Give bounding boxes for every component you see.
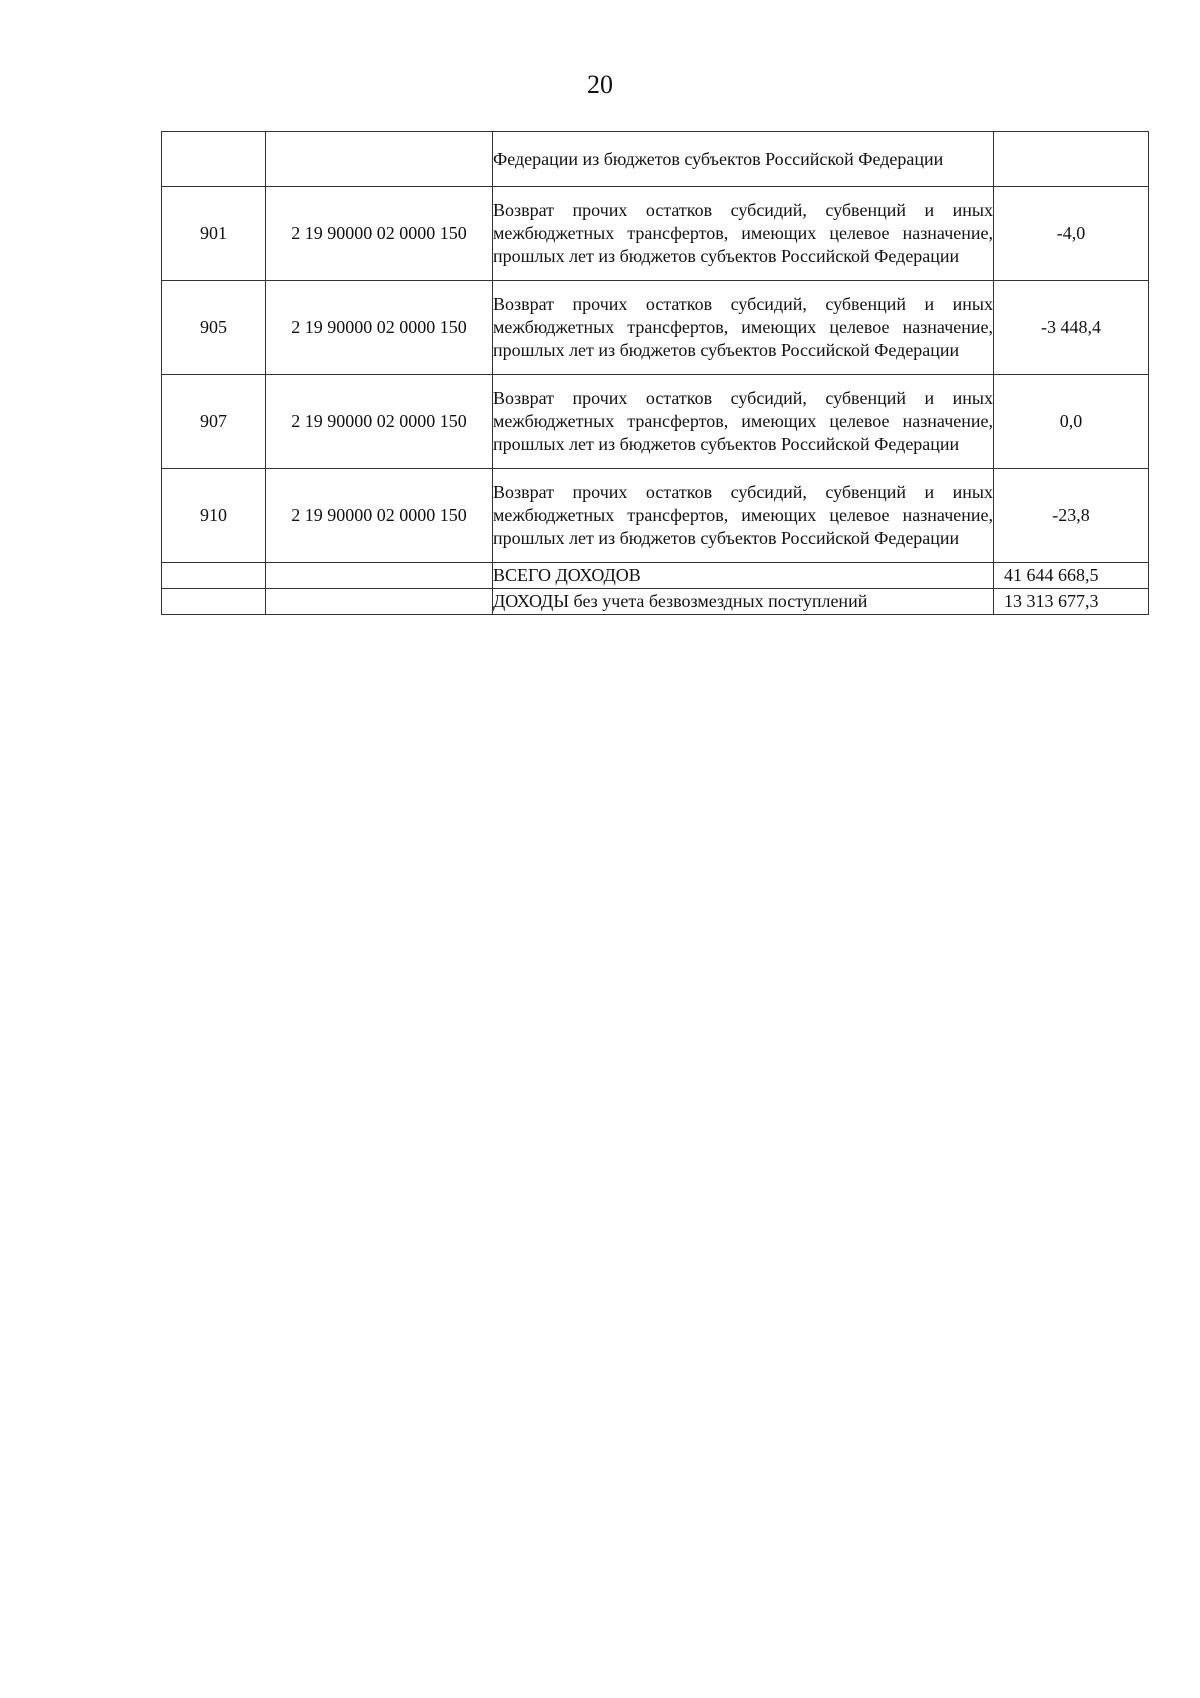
- admin-code-cell: 910: [162, 469, 266, 563]
- budget-code-cell: 2 19 90000 02 0000 150: [266, 281, 493, 375]
- total-label-cell: ДОХОДЫ без учета безвозмездных поступлений: [493, 589, 994, 615]
- amount-cell: -4,0: [994, 187, 1149, 281]
- table-row: [162, 281, 1149, 375]
- empty-cell: [266, 589, 493, 615]
- budget-code-cell: 2 19 90000 02 0000 150: [266, 469, 493, 563]
- page-number: 20: [587, 70, 613, 99]
- table-row-continuation: [162, 132, 1149, 187]
- amount-cell: [994, 132, 1149, 187]
- income-name-cell: Возврат прочих остатков субсидий, субвенций и иных межбюджетных трансфертов, имеющих целевое назначение, прошлых лет из бюджетов субъектов Российской Федерации: [493, 281, 994, 375]
- total-row-all-income: [162, 563, 1149, 589]
- amount-cell: -3 448,4: [994, 281, 1149, 375]
- total-amount-cell: 13 313 677,3: [994, 589, 1149, 615]
- admin-code-cell: 907: [162, 375, 266, 469]
- budget-code-cell: 2 19 90000 02 0000 150: [266, 187, 493, 281]
- amount-cell: -23,8: [994, 469, 1149, 563]
- income-name-cell: Возврат прочих остатков субсидий, субвенций и иных межбюджетных трансфертов, имеющих целевое назначение, прошлых лет из бюджетов субъектов Российской Федерации: [493, 187, 994, 281]
- admin-code-cell: [162, 132, 266, 187]
- revenue-table: [161, 131, 1149, 615]
- empty-cell: [162, 589, 266, 615]
- budget-code-cell: [266, 132, 493, 187]
- admin-code-cell: 901: [162, 187, 266, 281]
- admin-code-cell: 905: [162, 281, 266, 375]
- total-amount-cell: 41 644 668,5: [994, 563, 1149, 589]
- income-name-cell: Возврат прочих остатков субсидий, субвенций и иных межбюджетных трансфертов, имеющих целевое назначение, прошлых лет из бюджетов субъектов Российской Федерации: [493, 469, 994, 563]
- amount-cell: 0,0: [994, 375, 1149, 469]
- total-row-income-excluding-grants: [162, 589, 1149, 615]
- income-name-cell: Федерации из бюджетов субъектов Российской Федерации: [493, 132, 994, 187]
- table-row: [162, 469, 1149, 563]
- table-row: [162, 187, 1149, 281]
- total-label-cell: ВСЕГО ДОХОДОВ: [493, 563, 994, 589]
- income-name-cell: Возврат прочих остатков субсидий, субвенций и иных межбюджетных трансфертов, имеющих целевое назначение, прошлых лет из бюджетов субъектов Российской Федерации: [493, 375, 994, 469]
- budget-code-cell: 2 19 90000 02 0000 150: [266, 375, 493, 469]
- empty-cell: [162, 563, 266, 589]
- table-row: [162, 375, 1149, 469]
- empty-cell: [266, 563, 493, 589]
